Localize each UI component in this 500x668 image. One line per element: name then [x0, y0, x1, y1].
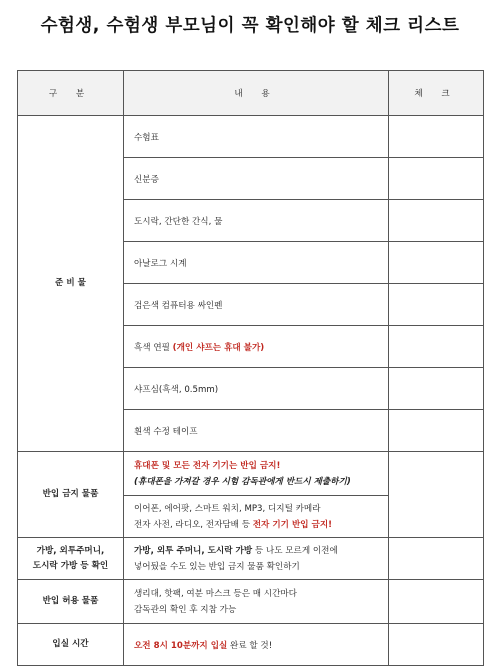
prep-item: 아날로그 시계 — [124, 242, 389, 284]
checklist-table — [17, 70, 484, 666]
check-cell[interactable] — [389, 624, 484, 666]
banned-warning: 휴대폰 및 모든 전자 기기는 반입 금지! — [134, 460, 281, 471]
category-entry-time: 입실 시간 — [18, 624, 124, 666]
allowed-cell — [124, 580, 389, 624]
category-line: 가방, 외투주머니, — [36, 545, 105, 556]
prep-item: 수험표 — [124, 116, 389, 158]
header-content: 내 용 — [124, 71, 389, 116]
prep-item-text: 흑색 연필 — [134, 342, 173, 353]
header-check: 체 크 — [389, 71, 484, 116]
check-cell[interactable] — [389, 326, 484, 368]
allowed-line: 생리대, 핫팩, 여분 마스크 등은 매 시간마다 — [134, 588, 297, 599]
entry-time-text: 완료 할 것! — [227, 640, 273, 651]
prep-item — [124, 326, 389, 368]
check-cell[interactable] — [389, 158, 484, 200]
table-row — [18, 538, 484, 580]
check-cell[interactable] — [389, 116, 484, 158]
check-cell[interactable] — [389, 538, 484, 580]
check-cell[interactable] — [389, 368, 484, 410]
banned-warning-note: (휴대폰을 가져갈 경우 시험 감독관에게 반드시 제출하기) — [134, 476, 351, 487]
banned-warning-cell — [124, 452, 389, 496]
category-allowed: 반입 허용 물품 — [18, 580, 124, 624]
bag-check-cell — [124, 538, 389, 580]
table-header-row — [18, 71, 484, 116]
bag-check-emphasis: 가방, 외투 주머니, 도시락 가방 — [134, 545, 253, 556]
allowed-line: 감독관의 확인 후 지참 가능 — [134, 604, 237, 615]
prep-item: 샤프심(흑색, 0.5mm) — [124, 368, 389, 410]
header-category: 구 분 — [18, 71, 124, 116]
table-row — [18, 624, 484, 666]
check-cell[interactable] — [389, 200, 484, 242]
prep-item: 도시락, 간단한 간식, 물 — [124, 200, 389, 242]
category-preparations: 준 비 물 — [18, 116, 124, 452]
prep-item-note: (개인 샤프는 휴대 불가) — [172, 342, 265, 353]
banned-list-cell — [124, 496, 389, 538]
banned-list-emphasis: 전자 기기 반입 금지! — [252, 519, 333, 530]
banned-list-line — [134, 517, 382, 533]
banned-list-text: 전자 사전, 라디오, 전자담배 등 — [134, 519, 253, 530]
table-row — [18, 116, 484, 158]
check-cell[interactable] — [389, 284, 484, 326]
category-line: 도시락 가방 등 확인 — [32, 560, 109, 571]
prep-item: 신분증 — [124, 158, 389, 200]
banned-list-line: 이어폰, 에어팟, 스마트 워치, MP3, 디지털 카메라 — [134, 503, 321, 514]
check-cell[interactable] — [389, 410, 484, 452]
table-row — [18, 580, 484, 624]
bag-check-line — [134, 543, 382, 559]
check-cell[interactable] — [389, 452, 484, 538]
prep-item: 검은색 컴퓨터용 싸인펜 — [124, 284, 389, 326]
category-bag-check — [18, 538, 124, 580]
bag-check-line: 넣어뒀을 수도 있는 반입 금지 물품 확인하기 — [134, 561, 300, 572]
category-banned: 반입 금지 물품 — [18, 452, 124, 538]
entry-time-cell — [124, 624, 389, 666]
check-cell[interactable] — [389, 580, 484, 624]
entry-time-emphasis: 오전 8시 10분까지 입실 — [134, 640, 228, 651]
page-title: 수험생, 수험생 부모님이 꼭 확인해야 할 체크 리스트 — [40, 16, 460, 36]
table-row — [18, 452, 484, 496]
prep-item: 흰색 수정 테이프 — [124, 410, 389, 452]
check-cell[interactable] — [389, 242, 484, 284]
bag-check-text: 등 나도 모르게 이전에 — [252, 545, 338, 556]
